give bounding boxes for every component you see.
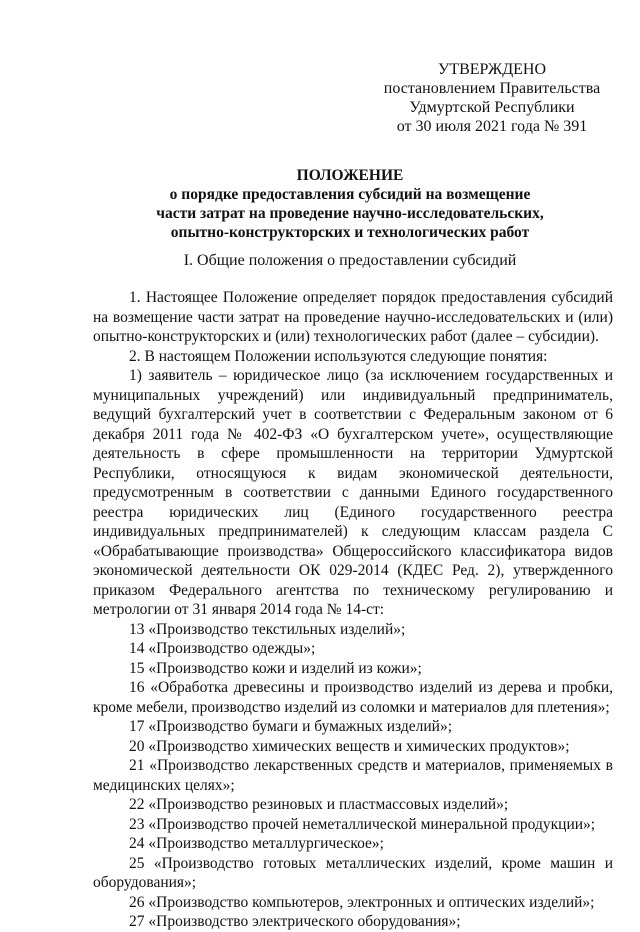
approval-line: Удмуртской Республики	[409, 99, 575, 116]
class-list-item: 14 «Производство одежды»;	[129, 640, 316, 657]
paragraph: 1. Настоящее Положение определяет порядок предоставления субсидий на возмещение части затрат на проведение научно-исследовательских и (или) опытно-конструкторских и (или) технологических работ (далее – субсидии).	[93, 289, 613, 345]
class-list-item: 17 «Производство бумаги и бумажных изделий»;	[129, 718, 453, 735]
approval-line: постановлением Правительства	[383, 80, 601, 97]
paragraph: 2. В настоящем Положении используются следующие понятия:	[129, 347, 548, 365]
class-list-item: 13 «Производство текстильных изделий»;	[129, 620, 406, 638]
document-title-line: опытно-конструкторских и технологических работ	[170, 224, 530, 241]
approval-stamp	[372, 60, 612, 136]
class-list-item: 21 «Производство лекарственных средств и материалов, применяемых в медицинских целях»;	[93, 757, 613, 794]
document-title-line: части затрат на проведение научно-исследовательских,	[156, 205, 544, 222]
approval-heading: УТВЕРЖДЕНО	[437, 61, 546, 78]
class-list-item: 27 «Производство электрического оборудования»;	[129, 913, 461, 930]
paragraph: 1) заявитель – юридическое лицо (за исключением государственных и муниципальных учреждений) или индивидуальный предприниматель, ведущий бухгалтерский учет в соответствии с Федеральным законом от 6 декабря 2011 года № 402-ФЗ «О бухгалтерском учете», осуществляющие деятельность в сфере промышленности на территории Удмуртской Республики, относящуюся к видам экономической деятельности, предусмотренным в соответствии с данными Единого государственного реестра юридических лиц (Единого государственного реестра индивидуальных предпринимателей) к следующим классам раздела С «Обрабатывающие производства» Общероссийского классификатора видов экономической деятельности ОК 029-2014 (КДЕС Ред. 2), утвержденного приказом Федерального агентства по техническому регулированию и метрологии от 31 января 2014 года № 14-ст:	[93, 367, 613, 618]
section-heading: I. Общие положения о предоставлении субсидий	[183, 252, 517, 269]
class-list-item: 26 «Производство компьютеров, электронных и оптических изделий»;	[129, 893, 595, 911]
class-list-item: 23 «Производство прочей неметаллической минеральной продукции»;	[129, 815, 596, 833]
class-list-item: 24 «Производство металлургическое»;	[129, 835, 384, 852]
document-body	[93, 288, 613, 932]
class-list-item: 20 «Производство химических веществ и химических продуктов»;	[129, 737, 570, 755]
class-list-item: 25 «Производство готовых металлических изделий, кроме машин и оборудования»;	[93, 854, 613, 891]
approval-date: от 30 июля 2021 года № 391	[396, 118, 588, 135]
class-list-item: 15 «Производство кожи и изделий из кожи»;	[129, 659, 422, 677]
class-list-item: 16 «Обработка древесины и производство изделий из дерева и пробки, кроме мебели, производство изделий из соломки и материалов для плетения»;	[93, 679, 613, 716]
document-title-main: ПОЛОЖЕНИЕ	[296, 167, 404, 184]
document-title	[60, 166, 640, 242]
document-title-line: о порядке предоставления субсидий на возмещение	[169, 186, 531, 203]
class-list-item: 22 «Производство резиновых и пластмассовых изделий»;	[129, 796, 509, 813]
